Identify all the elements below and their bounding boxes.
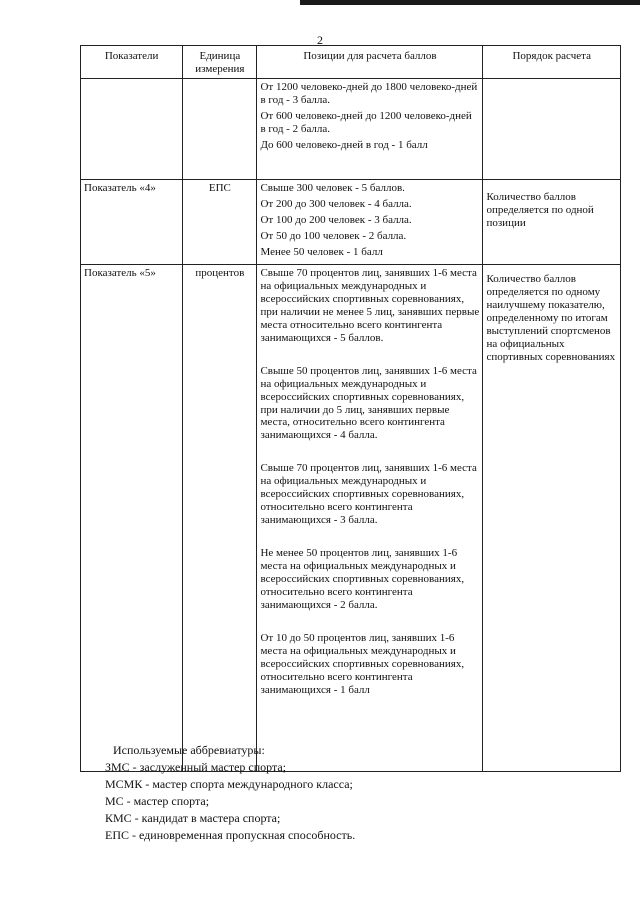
unit-cell (183, 78, 257, 179)
position-item: До 600 человеко-дней в год - 1 балл (260, 138, 428, 151)
order-cell (483, 264, 621, 771)
abbreviations-block (105, 742, 355, 844)
positions-cell (257, 78, 483, 179)
position-item: Не менее 50 процентов лиц, занявших 1-6 места на официальных международных и всероссийских спортивных соревнованиях, относительно всего контингента занимающихся - 2 балла. (260, 547, 465, 612)
header-indicators: Показатели (81, 46, 183, 79)
table-row (81, 78, 621, 179)
position-item: От 50 до 100 человек - 2 балла. (260, 229, 407, 242)
abbreviation-item: МС - мастер спорта; (105, 794, 210, 809)
page-number: 2 (317, 33, 323, 47)
header-positions: Позиции для расчета баллов (257, 46, 483, 79)
header-order: Порядок расчета (483, 46, 621, 79)
position-item: Свыше 300 человек - 5 баллов. (260, 181, 405, 194)
table-row (81, 264, 621, 771)
scoring-table (80, 45, 621, 772)
position-item: От 1200 человеко-дней до 1800 человеко-дней в год - 3 балла. (260, 80, 478, 106)
position-item: От 100 до 200 человек - 3 балла. (260, 213, 412, 226)
position-item: Свыше 50 процентов лиц, занявших 1-6 места на официальных международных и всероссийских спортивных соревнованиях, при наличии до 5 лиц, занявших первые места, относительно всего контингента занимающихся - 4 балла. (260, 364, 477, 442)
order-cell (483, 78, 621, 179)
position-item: От 200 до 300 человек - 4 балла. (260, 197, 412, 210)
order-text: Количество баллов определяется по одному наилучшему показателю, определенному по итогам выступлений спортсменов на официальных спортивных соревнованиях (486, 272, 616, 363)
unit-cell: процентов (183, 264, 257, 771)
order-text: Количество баллов определяется по одной позиции (486, 190, 594, 229)
order-cell (483, 179, 621, 264)
indicator-cell: Показатель «4» (81, 179, 183, 264)
unit-cell: ЕПС (183, 179, 257, 264)
abbreviation-item: ЕПС - единовременная пропускная способность. (105, 828, 356, 843)
indicator-cell: Показатель «5» (81, 264, 183, 771)
abbreviation-item: КМС - кандидат в мастера спорта; (105, 811, 281, 826)
position-item: Свыше 70 процентов лиц, занявших 1-6 места на официальных международных и всероссийских спортивных соревнованиях, при наличии не менее 5 лиц, занявших первые места относительно всего контингента занимающихся - 5 баллов. (260, 266, 480, 344)
position-item: От 10 до 50 процентов лиц, занявших 1-6 места на официальных международных и всероссийских спортивных соревнованиях, относительно всего контингента занимающихся - 1 балл (260, 632, 465, 696)
position-item: Менее 50 человек - 1 балл (260, 245, 383, 258)
header-unit: Единица измерения (183, 46, 257, 79)
positions-cell (257, 264, 483, 771)
table-row (81, 179, 621, 264)
position-item: Свыше 70 процентов лиц, занявших 1-6 места на официальных международных и всероссийских спортивных соревнованиях, относительно всего контингента занимающихся - 3 балла. (260, 462, 477, 527)
table-header-row (81, 46, 621, 79)
positions-cell (257, 179, 483, 264)
abbreviations-title: Используемые аббревиатуры: (113, 743, 265, 757)
abbreviation-item: ЗМС - заслуженный мастер спорта; (105, 760, 287, 775)
abbreviation-item: МСМК - мастер спорта международного класса; (105, 777, 353, 792)
position-item: От 600 человеко-дней до 1200 человеко-дней в год - 2 балла. (260, 109, 472, 135)
scan-edge-line (300, 0, 640, 5)
indicator-cell (81, 78, 183, 179)
